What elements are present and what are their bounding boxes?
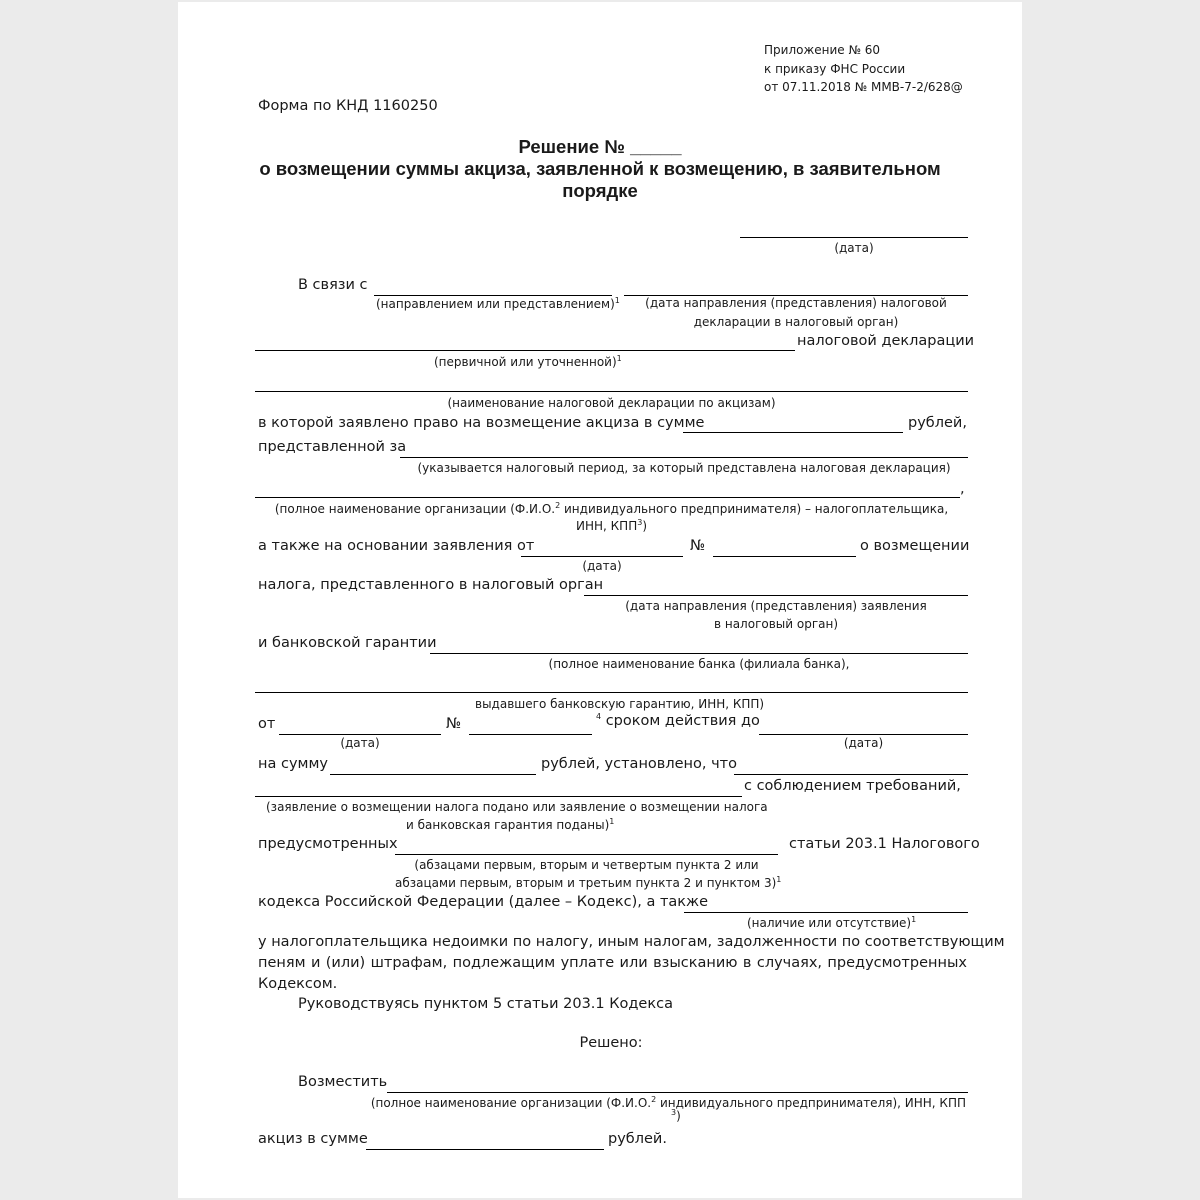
bank-line	[430, 653, 968, 654]
application-number-line	[713, 556, 856, 557]
validity-date-caption: (дата)	[843, 736, 884, 750]
excise-sum-line	[366, 1149, 604, 1150]
compliance-text: с соблюдением требований,	[744, 778, 961, 794]
org-line	[255, 497, 960, 498]
provided-text: предусмотренных	[258, 836, 398, 852]
org-caption-1: (полное наименование организации (Ф.И.О.$^2$ индивидуального предпринимателя) – налогоплательщика,	[274, 501, 949, 516]
app-date-caption-1: (дата направления (представления) заявления	[625, 599, 927, 613]
presence-line	[684, 912, 968, 913]
decl-date-caption-1: (дата направления (представления) налоговой	[645, 296, 947, 310]
comma-text: ,	[960, 481, 965, 497]
validity-date-line	[759, 734, 968, 735]
presence-caption: (наличие или отсутствие)$^1$	[747, 915, 917, 930]
statement-caption-2: и банковская гарантия поданы)$^1$	[406, 817, 615, 832]
tax-declaration-text: налоговой декларации	[797, 333, 975, 349]
decl-name-line	[255, 391, 968, 392]
application-date-caption: (дата)	[582, 559, 622, 573]
reimburse-text: Возместить	[298, 1074, 388, 1090]
decl-name-caption: (наименование налоговой декларации по акцизам)	[447, 396, 776, 410]
validity-text: $^4$ сроком действия до	[596, 712, 760, 729]
number-sign: №	[690, 538, 706, 554]
rubles-established-text: рублей, установлено, что	[541, 756, 737, 772]
guarantee-date-caption: (дата)	[340, 736, 380, 750]
paragraphs-caption-2: абзацами первым, вторым и третьим пункта 2 и пунктом 3)$^1$	[395, 875, 782, 890]
date-line	[740, 237, 968, 238]
period-caption: (указывается налоговый период, за который представлена налоговая декларация)	[417, 461, 951, 475]
guarantee-number-sign: №	[446, 716, 462, 732]
arrears-line-2: пеням и (или) штрафам, подлежащим уплате или взысканию в случаях, предусмотренных	[258, 955, 967, 971]
paragraphs-line	[395, 854, 778, 855]
document-title: Решение № _____	[518, 136, 682, 157]
decided-heading: Решено:	[579, 1035, 643, 1051]
date-caption: (дата)	[834, 241, 874, 255]
rubles-text: рублей,	[908, 415, 967, 431]
application-date-line	[521, 556, 683, 557]
on-refund-text: о возмещении	[860, 538, 970, 554]
paragraphs-caption-1: (абзацами первым, вторым и четвертым пункта 2 или	[414, 858, 759, 872]
statement-line	[255, 796, 742, 797]
guarantee-sum-line	[330, 774, 536, 775]
sum-line	[683, 432, 903, 433]
bank-guarantee-text: и банковской гарантии	[258, 635, 437, 651]
article-text: статьи 203.1 Налогового	[789, 836, 980, 852]
document-subtitle: о возмещении суммы акциза, заявленной к возмещению, в заявительном	[259, 158, 941, 179]
reimburse-org-caption-1: (полное наименование организации (Ф.И.О.$^2$ индивидуального предпринимателя), ИНН, КПП	[370, 1095, 966, 1110]
reimburse-org-line	[387, 1092, 968, 1093]
guarantee-date-line	[279, 734, 441, 735]
document-subtitle-cont: порядке	[562, 180, 638, 201]
also-basis-text: а также на основании заявления от	[258, 538, 535, 554]
from-text: от	[258, 716, 276, 732]
claimed-text: в которой заявлено право на возмещение акциза в сумме	[258, 415, 705, 431]
code-text: кодекса Российской Федерации (далее – Кодекс), а также	[258, 894, 709, 910]
statement-caption-1: (заявление о возмещении налога подано или заявление о возмещении налога	[266, 800, 768, 814]
on-sum-text: на сумму	[258, 756, 328, 772]
guarantee-number-line	[469, 734, 592, 735]
rubles-dot-text: рублей.	[608, 1131, 667, 1147]
arrears-line-1: у налогоплательщика недоимки по налогу, иным налогам, задолженности по соответствующим	[258, 934, 1005, 950]
tax-submitted-text: налога, представленного в налоговый орган	[258, 577, 604, 593]
primary-caption: (первичной или уточненной)$^1$	[434, 354, 622, 369]
bank-caption-1: (полное наименование банка (филиала банка),	[548, 657, 850, 671]
in-connection-text: В связи с	[298, 277, 368, 293]
period-line	[400, 457, 968, 458]
established-line	[734, 774, 968, 775]
submitted-for-text: представленной за	[258, 439, 407, 455]
direction-caption: (направлением или представлением)$^1$	[376, 296, 620, 311]
bank-caption-2: выдавшего банковскую гарантию, ИНН, КПП)	[475, 697, 765, 711]
bank-line-2	[255, 692, 968, 693]
app-date-caption-2: в налоговый орган)	[713, 617, 839, 631]
arrears-line-3: Кодексом.	[258, 976, 338, 992]
document-page	[178, 2, 1022, 1198]
form-code: Форма по КНД 1160250	[258, 98, 438, 114]
guided-text: Руководствуясь пунктом 5 статьи 203.1 Кодекса	[298, 996, 673, 1012]
app-date-line	[584, 595, 968, 596]
excise-sum-text: акциз в сумме	[258, 1131, 368, 1147]
order-date-label: от 07.11.2018 № ММВ-7-2/628@	[764, 80, 963, 94]
reimburse-org-caption-2: $^3$)	[671, 1108, 681, 1123]
primary-line	[255, 350, 795, 351]
decl-date-caption-2: декларации в налоговый орган)	[693, 315, 899, 329]
org-caption-2: ИНН, КПП$^3$)	[576, 518, 647, 533]
appendix-label: Приложение № 60	[764, 43, 881, 57]
order-label: к приказу ФНС России	[764, 62, 906, 76]
